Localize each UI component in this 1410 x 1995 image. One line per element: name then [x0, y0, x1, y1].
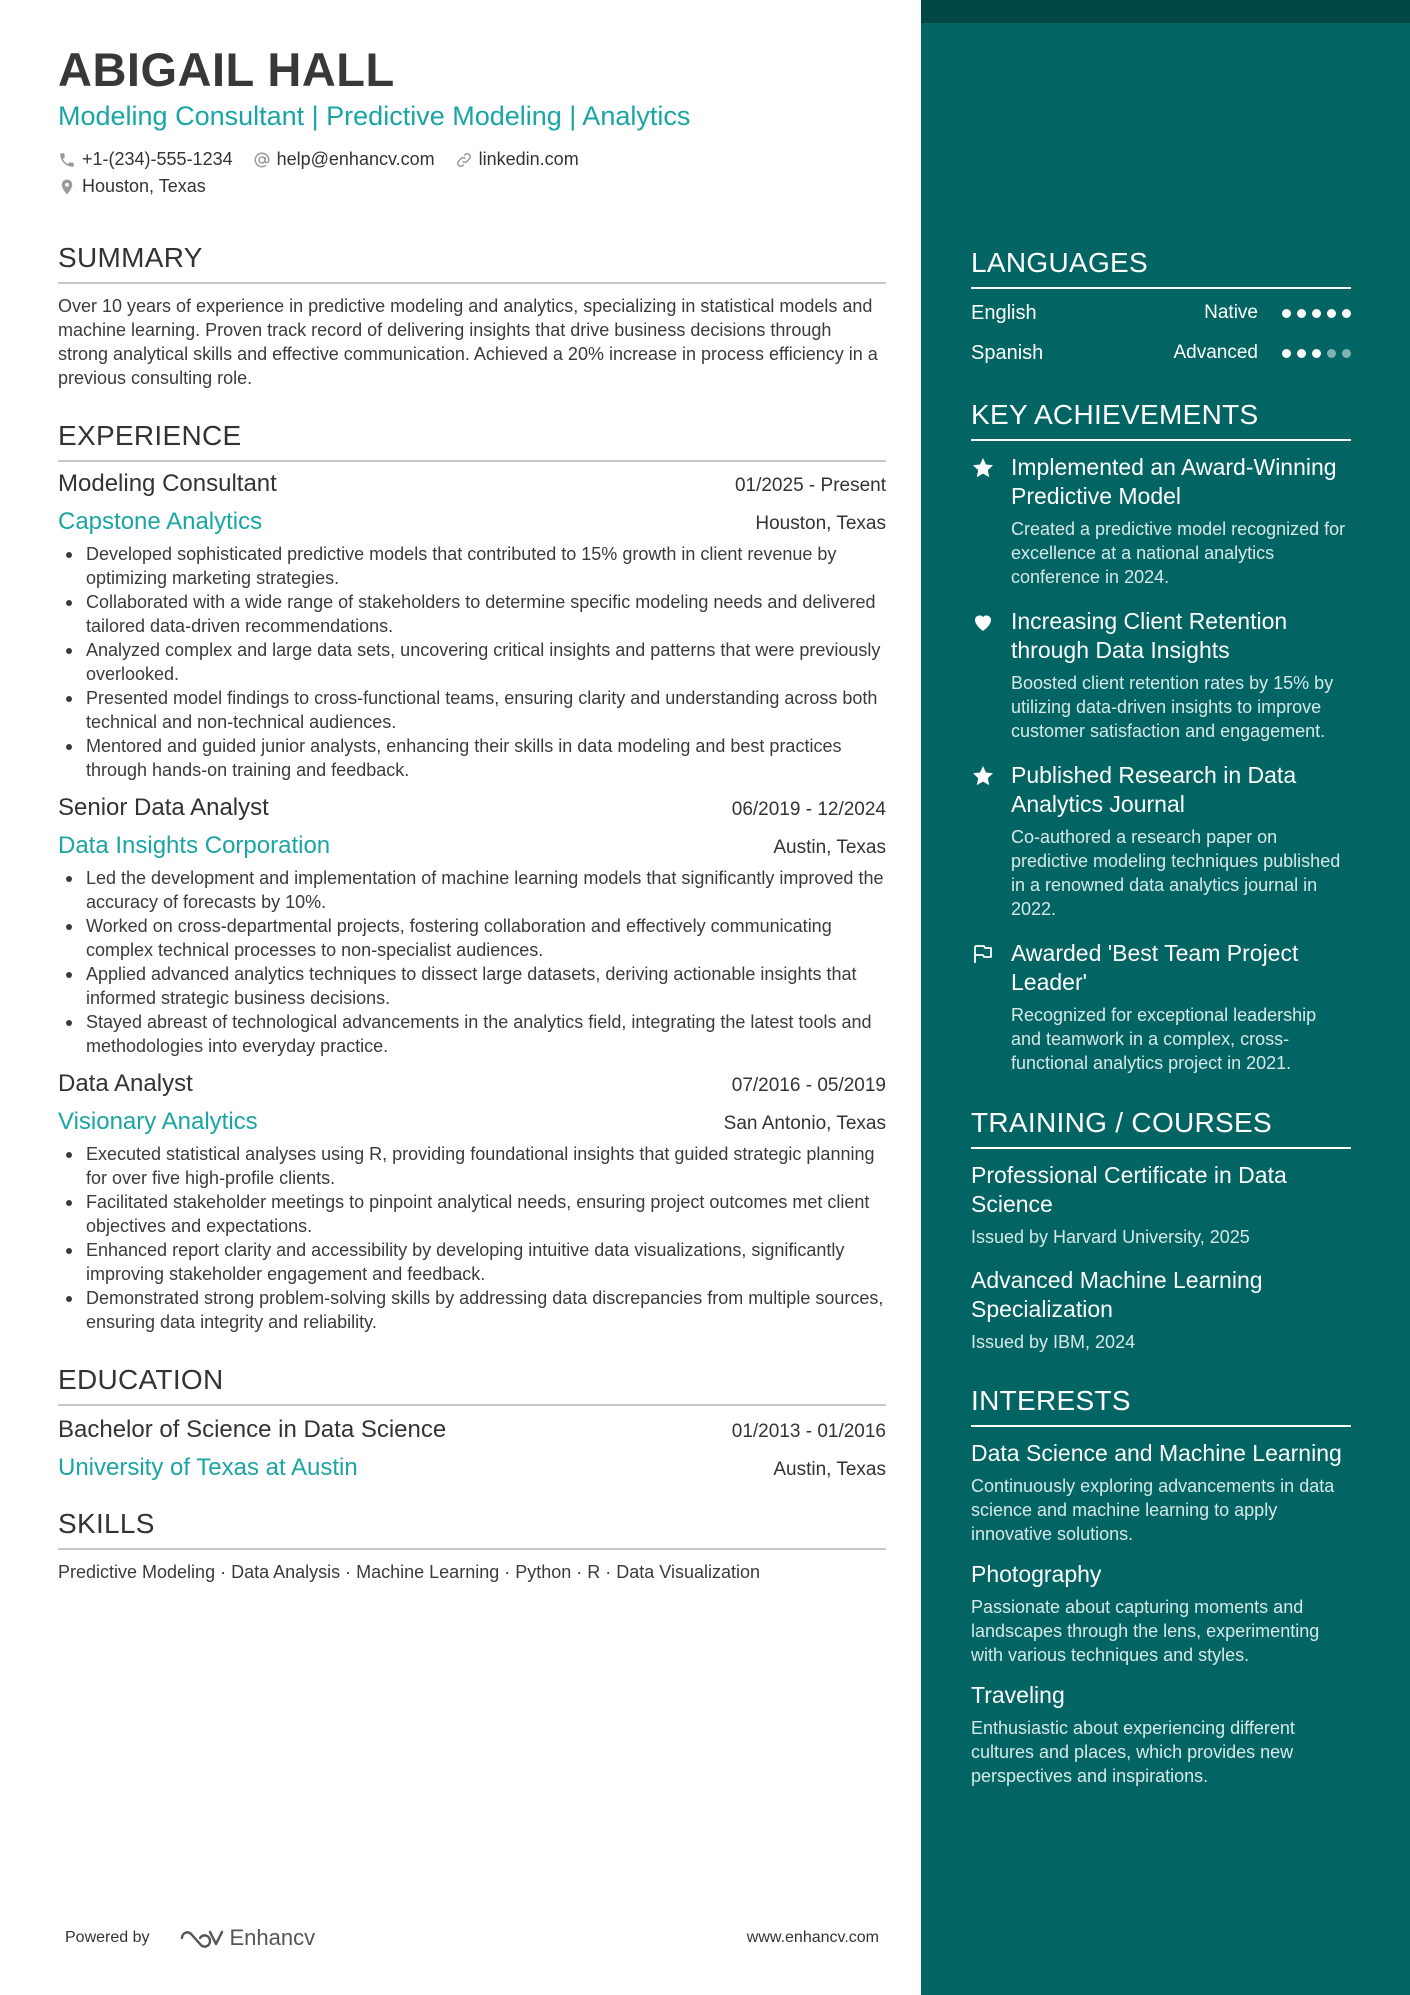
email-contact[interactable] — [253, 149, 435, 170]
link-icon — [455, 151, 473, 169]
job-bullet: Stayed abreast of technological advancements in the analytics field, integrating the latest tools and methodologies into everyday practice. — [58, 1010, 886, 1058]
rating-dot-filled — [1282, 349, 1291, 358]
job-bullet: Presented model findings to cross-functional teams, ensuring clarity and understanding across both technical and non-technical audiences. — [58, 686, 886, 734]
language-rating — [1276, 349, 1351, 358]
job-bullet: Enhanced report clarity and accessibility by developing intuitive data visualizations, significantly improving stakeholder engagement and feedback. — [58, 1238, 886, 1286]
rating-dot-filled — [1327, 309, 1336, 318]
job-bullet: Demonstrated strong problem-solving skills by addressing data discrepancies from multiple sources, ensuring data integrity and reliability. — [58, 1286, 886, 1334]
job-bullet: Applied advanced analytics techniques to dissect large datasets, deriving actionable insights that informed strategic business decisions. — [58, 962, 886, 1010]
course-title: Advanced Machine Learning Specialization — [971, 1267, 1263, 1322]
location-pin-icon — [58, 178, 76, 196]
rating-dot-filled — [1297, 309, 1306, 318]
powered-by-label: Powered by — [65, 1929, 150, 1946]
company-name: Capstone Analytics — [58, 508, 263, 536]
footer — [65, 1925, 879, 1951]
rating-dot-filled — [1342, 309, 1351, 318]
school-location: Austin, Texas — [773, 1459, 886, 1481]
job-entry — [58, 794, 886, 1058]
section-title-summary: SUMMARY — [58, 242, 886, 284]
section-title-skills: SKILLS — [58, 1508, 886, 1550]
job-title: Modeling Consultant — [58, 470, 277, 498]
section-title-education: EDUCATION — [58, 1364, 886, 1406]
job-title: Senior Data Analyst — [58, 794, 269, 822]
degree-title: Bachelor of Science in Data Science — [58, 1416, 447, 1444]
course-issuer: Issued by Harvard University, 2025 — [971, 1227, 1250, 1247]
star-icon — [971, 764, 995, 788]
languages-section — [971, 247, 1351, 373]
rating-dot-filled — [1297, 349, 1306, 358]
course-issuer: Issued by IBM, 2024 — [971, 1332, 1136, 1352]
interest-item — [971, 1681, 1351, 1788]
achievement-desc: Created a predictive model recognized for excellence at a national analytics conference in 2024. — [1011, 519, 1346, 587]
job-bullets — [58, 1142, 886, 1334]
achievement-title: Increasing Client Retention through Data Insights — [1011, 608, 1288, 663]
job-bullet: Analyzed complex and large data sets, uncovering critical insights and patterns that were previously overlooked. — [58, 638, 886, 686]
achievement-desc: Recognized for exceptional leadership and teamwork in a complex, cross-functional analytics project in 2021. — [1011, 1005, 1317, 1073]
interest-desc: Passionate about capturing moments and landscapes through the lens, experimenting with various techniques and styles. — [971, 1597, 1320, 1665]
main-column — [58, 44, 886, 1583]
interest-desc: Enthusiastic about experiencing different cultures and places, which provides new perspectives and inspirations. — [971, 1718, 1295, 1786]
language-rating — [1276, 309, 1351, 318]
achievement-desc: Co-authored a research paper on predictive modeling techniques published in a renowned data analytics journal in 2022. — [1011, 827, 1341, 919]
language-row — [971, 333, 1351, 373]
rating-dot-filled — [1312, 309, 1321, 318]
company-name: Data Insights Corporation — [58, 832, 331, 860]
section-title-training: TRAINING / COURSES — [971, 1107, 1351, 1149]
course-item — [971, 1266, 1351, 1353]
job-title: Data Analyst — [58, 1070, 193, 1098]
candidate-headline: Modeling Consultant | Predictive Modeling | Analytics — [58, 100, 691, 131]
job-entry — [58, 470, 886, 782]
training-section — [971, 1107, 1351, 1353]
job-bullet: Collaborated with a wide range of stakeholders to determine specific modeling needs and delivered tailored data-driven recommendations. — [58, 590, 886, 638]
brand-name: Enhancv — [229, 1925, 316, 1950]
interest-title: Traveling — [971, 1682, 1065, 1708]
brand-logo[interactable] — [178, 1925, 316, 1951]
language-name: Spanish — [971, 341, 1044, 364]
job-date: 01/2025 - Present — [734, 475, 886, 497]
job-bullet: Mentored and guided junior analysts, enhancing their skills in data modeling and best practices through hands-on training and feedback. — [58, 734, 886, 782]
at-icon — [253, 151, 271, 169]
job-location: Houston, Texas — [755, 513, 886, 535]
phone-icon — [58, 151, 76, 169]
achievement-item — [971, 761, 1351, 921]
job-entry — [58, 1070, 886, 1334]
experience-section — [58, 420, 886, 1334]
achievement-item — [971, 453, 1351, 589]
phone-text: +1-(234)-555-1234 — [82, 149, 233, 170]
candidate-name: ABIGAIL HALL — [58, 43, 395, 96]
achievement-desc: Boosted client retention rates by 15% by utilizing data-driven insights to improve customer satisfaction and engagement. — [1011, 673, 1334, 741]
school-name: University of Texas at Austin — [58, 1454, 358, 1482]
rating-dot-empty — [1327, 349, 1336, 358]
achievement-title: Implemented an Award-Winning Predictive Model — [1011, 454, 1337, 509]
linkedin-contact[interactable] — [455, 149, 579, 170]
job-bullets — [58, 542, 886, 782]
achievement-title: Awarded 'Best Team Project Leader' — [1011, 940, 1299, 995]
heart-icon — [971, 610, 995, 634]
job-location: Austin, Texas — [773, 837, 886, 859]
star-icon — [971, 456, 995, 480]
rating-dot-filled — [1282, 309, 1291, 318]
rating-dot-empty — [1342, 349, 1351, 358]
rating-dot-filled — [1312, 349, 1321, 358]
course-item — [971, 1161, 1351, 1248]
language-row — [971, 293, 1351, 333]
education-date: 01/2013 - 01/2016 — [731, 1421, 886, 1443]
interest-item — [971, 1560, 1351, 1667]
language-level: Advanced — [1173, 342, 1258, 363]
flag-icon — [971, 942, 995, 966]
website-link[interactable]: www.enhancv.com — [746, 1929, 879, 1946]
enhancv-logo-icon — [178, 1926, 224, 1950]
linkedin-text: linkedin.com — [478, 149, 579, 170]
job-date: 06/2019 - 12/2024 — [731, 799, 886, 821]
interest-desc: Continuously exploring advancements in data science and machine learning to apply innovative solutions. — [971, 1476, 1335, 1544]
job-bullet: Developed sophisticated predictive models that contributed to 15% growth in client revenue by optimizing marketing strategies. — [58, 542, 886, 590]
job-bullet: Facilitated stakeholder meetings to pinpoint analytical needs, ensuring project outcomes met client objectives and expectations. — [58, 1190, 886, 1238]
section-title-languages: LANGUAGES — [971, 247, 1351, 289]
job-bullet: Led the development and implementation of machine learning models that significantly improved the accuracy of forecasts by 10%. — [58, 866, 886, 914]
section-title-achievements: KEY ACHIEVEMENTS — [971, 399, 1351, 441]
job-bullets — [58, 866, 886, 1058]
language-name: English — [971, 301, 1037, 324]
job-bullet: Worked on cross-departmental projects, fostering collaboration and effectively communicating complex technical processes to non-specialist audiences. — [58, 914, 886, 962]
company-name: Visionary Analytics — [58, 1108, 258, 1136]
achievements-section — [971, 399, 1351, 1075]
interests-section — [971, 1385, 1351, 1788]
achievement-item — [971, 607, 1351, 743]
course-title: Professional Certificate in Data Science — [971, 1162, 1287, 1217]
interest-title: Photography — [971, 1561, 1102, 1587]
job-bullet: Executed statistical analyses using R, providing foundational insights that guided strategic planning for over five high-profile clients. — [58, 1142, 886, 1190]
sidebar-column — [971, 0, 1351, 1788]
interest-item — [971, 1439, 1351, 1546]
achievement-item — [971, 939, 1351, 1075]
interest-title: Data Science and Machine Learning — [971, 1440, 1342, 1466]
job-date: 07/2016 - 05/2019 — [731, 1075, 886, 1097]
summary-section — [58, 242, 886, 390]
section-title-interests: INTERESTS — [971, 1385, 1351, 1427]
summary-text: Over 10 years of experience in predictive modeling and analytics, specializing in statistical models and machine learning. Proven track record of delivering insights that drive business decisions through strong analytical skills and effective communication. Achieved a 20% increase in process efficiency in a previous consulting role. — [58, 296, 878, 389]
language-level: Native — [1204, 302, 1258, 323]
contact-info — [58, 146, 886, 200]
job-location: San Antonio, Texas — [723, 1113, 886, 1135]
section-title-experience: EXPERIENCE — [58, 420, 886, 462]
phone-contact[interactable] — [58, 149, 233, 170]
location-contact — [58, 176, 206, 197]
email-text: help@enhancv.com — [276, 149, 435, 170]
location-text: Houston, Texas — [82, 176, 206, 197]
education-section — [58, 1364, 886, 1482]
achievement-title: Published Research in Data Analytics Journal — [1011, 762, 1297, 817]
skills-list: Predictive Modeling · Data Analysis · Machine Learning · Python · R · Data Visualization — [58, 1562, 760, 1583]
skills-section — [58, 1508, 886, 1583]
